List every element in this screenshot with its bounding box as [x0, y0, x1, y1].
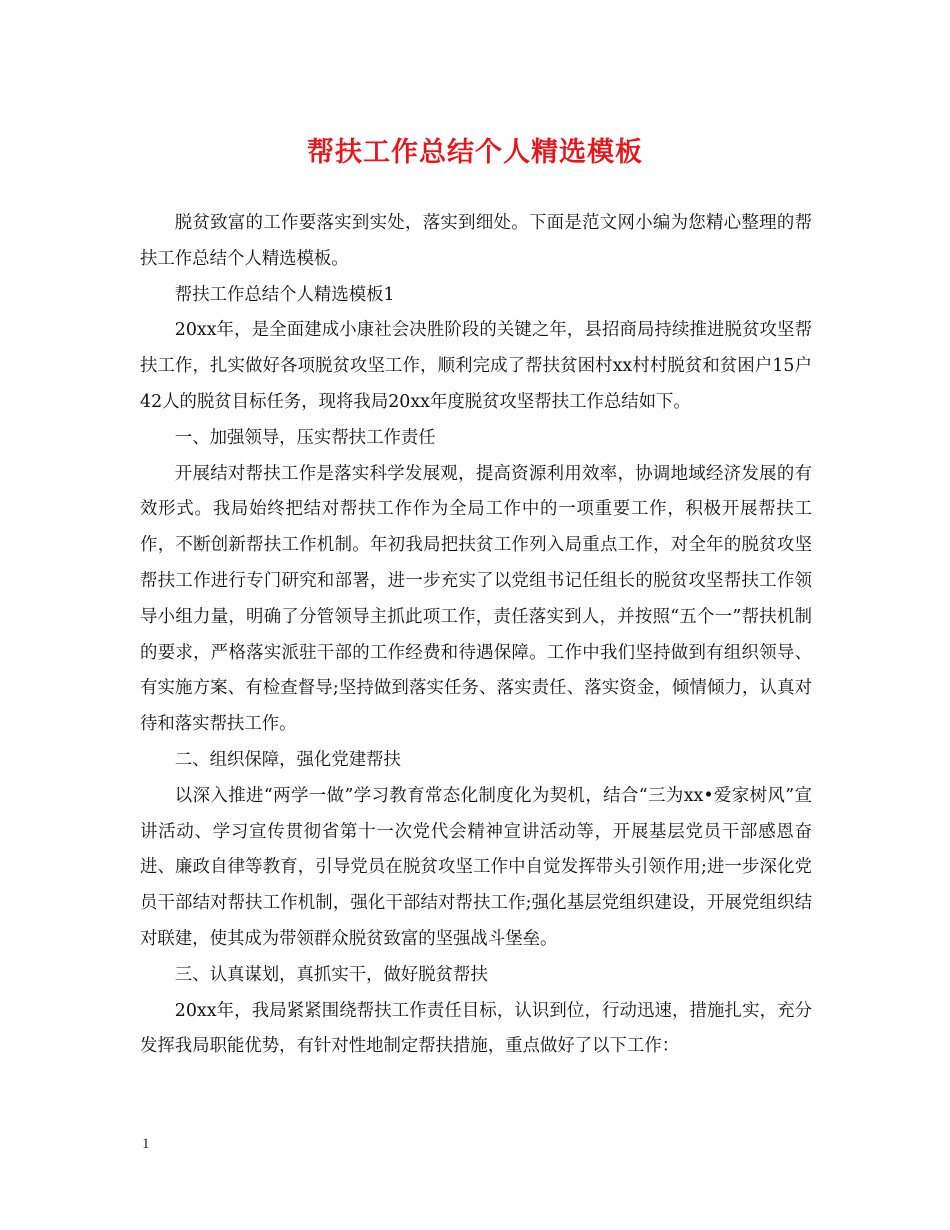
section-heading-template-1: 帮扶工作总结个人精选模板1 — [174, 284, 395, 305]
intro-paragraph: 脱贫致富的工作要落实到实处，落实到细处。下面是范文网小编为您精心整理的帮扶工作总结个人精选模板。 — [140, 213, 812, 269]
section-1-paragraph: 开展结对帮扶工作是落实科学发展观，提高资源利用效率，协调地域经济发展的有效形式。我局始终把结对帮扶工作作为全局工作中的一项重要工作，积极开展帮扶工作，不断创新帮扶工作机制。年初我局把扶贫工作列入局重点工作，对全年的脱贫攻坚帮扶工作进行专门研究和部署，进一步充实了以党组书记任组长的脱贫攻坚帮扶工作领导小组力量，明确了分管领导主抓此项工作，责任落实到人，并按照“五个一”帮扶机制的要求，严格落实派驻干部的工作经费和待遇保障。工作中我们坚持做到有组织领导、有实施方案、有检查督导;坚持做到落实任务、落实责任、落实资金，倾情倾力，认真对待和落实帮扶工作。 — [140, 463, 812, 735]
document-body — [140, 206, 812, 1065]
section-heading-2: 二、组织保障，强化党建帮扶 — [174, 749, 401, 770]
section-heading-1: 一、加强领导，压实帮扶工作责任 — [174, 427, 436, 448]
section-heading-3: 三、认真谋划，真抓实干，做好脱贫帮扶 — [174, 964, 488, 985]
document-title: 帮扶工作总结个人精选模板 — [307, 137, 643, 168]
section-2-paragraph: 以深入推进“两学一做”学习教育常态化制度化为契机，结合“三为xx•爱家树风”宣讲活动、学习宣传贯彻省第十一次党代会精神宣讲活动等，开展基层党员干部感恩奋进、廉政自律等教育，引导党员在脱贫攻坚工作中自觉发挥带头引领作用;进一步深化党员干部结对帮扶工作机制，强化干部结对帮扶工作;强化基层党组织建设，开展党组织结对联建，使其成为带领群众脱贫致富的坚强战斗堡垒。 — [140, 785, 812, 949]
summary-paragraph: 20xx年，是全面建成小康社会决胜阶段的关键之年，县招商局持续推进脱贫攻坚帮扶工作，扎实做好各项脱贫攻坚工作，顺利完成了帮扶贫困村xx村村脱贫和贫困户15户42人的脱贫目标任务，现将我局20xx年度脱贫攻坚帮扶工作总结如下。 — [140, 320, 812, 412]
section-3-paragraph: 20xx年，我局紧紧围绕帮扶工作责任目标，认识到位，行动迅速，措施扎实，充分发挥我局职能优势，有针对性地制定帮扶措施，重点做好了以下工作： — [140, 1000, 812, 1057]
page-number: 1 — [142, 1136, 150, 1152]
